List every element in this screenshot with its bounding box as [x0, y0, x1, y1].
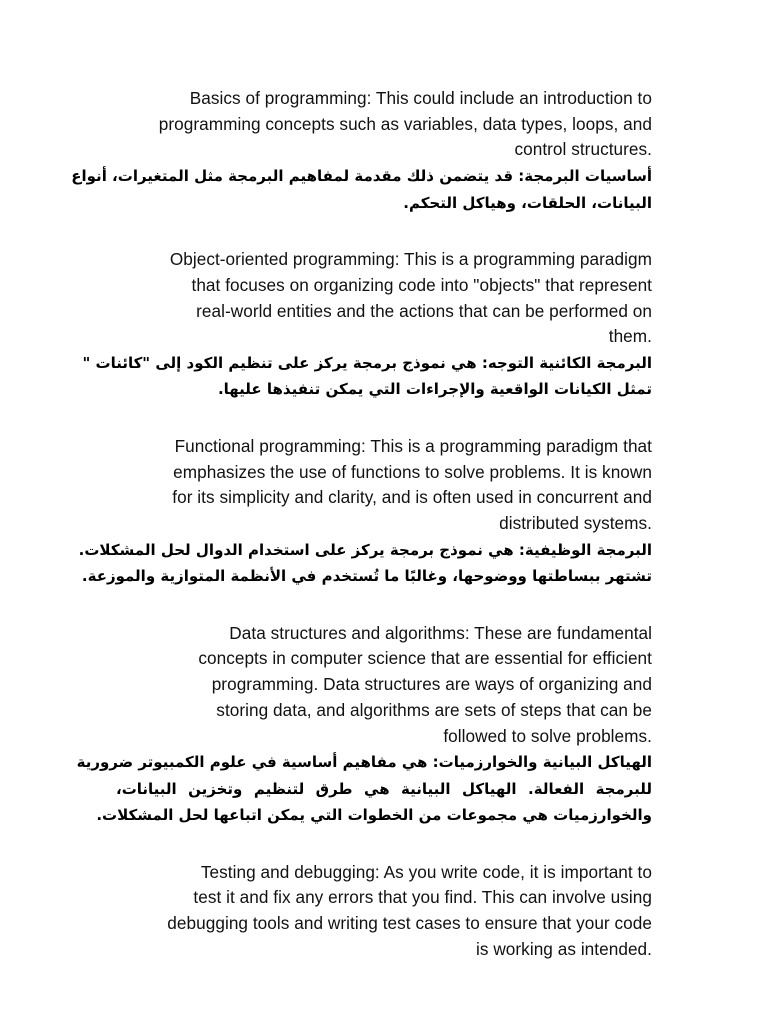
text-line: Basics of programming: This could include an introduction to	[189, 88, 652, 108]
text-line: البرمجة الوظيفية: هي نموذج برمجة يركز على استخدام الدوال لحل المشكلات.	[78, 540, 652, 559]
text-line: emphasizes the use of functions to solve problems. It is known	[173, 461, 652, 482]
text-line: الهياكل البيانية والخوارزميات: هي مفاهيم أساسية في علوم الكمبيوتر ضرورية	[76, 753, 652, 772]
text-line: programming concepts such as variables, data types, loops, and	[158, 113, 652, 134]
section-data-structures-and-algorithms	[76, 621, 652, 829]
document-page	[71, 86, 652, 963]
section-testing-and-debugging	[116, 860, 652, 963]
arabic-paragraph	[82, 350, 652, 403]
english-paragraph	[116, 86, 652, 163]
text-line: البرمجة الكائنية التوجه: هي نموذج برمجة يركز على تنظيم الكود إلى "كائنات "	[82, 353, 652, 372]
arabic-paragraph	[78, 537, 652, 590]
arabic-paragraph	[71, 163, 652, 216]
text-line: distributed systems.	[499, 513, 652, 534]
text-line: Object-oriented programming: This is a programming paradigm	[169, 249, 652, 270]
text-line: programming. Data structures are ways of organizing and	[211, 674, 652, 695]
text-line: control structures.	[514, 139, 652, 160]
text-line: them.	[608, 326, 652, 347]
english-paragraph	[116, 434, 652, 537]
text-line: تشتهر ببساطتها ووضوحها، وغالبًا ما تُستخدم في الأنظمة المتوازية والموزعة.	[81, 567, 652, 586]
english-paragraph	[116, 247, 652, 350]
text-line: for its simplicity and clarity, and is often used in concurrent and	[172, 487, 652, 508]
arabic-paragraph	[76, 749, 652, 829]
text-line: البيانات، الحلقات، وهياكل التحكم.	[403, 193, 652, 212]
paragraph-spacer	[116, 216, 652, 247]
text-line: والخوارزميات هي مجموعات من الخطوات التي يمكن اتباعها لحل المشكلات.	[96, 806, 652, 825]
paragraph-spacer	[116, 590, 652, 621]
text-line: is working as intended.	[476, 938, 652, 959]
text-line: تمثل الكيانات الواقعية والإجراءات التي يمكن تنفيذها عليها.	[217, 380, 652, 399]
text-line: storing data, and algorithms are sets of steps that can be	[216, 699, 652, 720]
english-paragraph	[116, 860, 652, 963]
text-line: debugging tools and writing test cases to ensure that your code	[167, 913, 652, 934]
text-line: للبرمجة الفعالة. الهياكل البيانية هي طرق لتنظيم وتخزين البيانات،	[116, 779, 652, 798]
text-line: real-world entities and the actions that can be performed on	[196, 300, 652, 321]
text-line: test it and fix any errors that you find. This can involve using	[193, 887, 652, 908]
text-line: Data structures and algorithms: These are fundamental	[229, 622, 652, 643]
section-basics-of-programming	[71, 86, 652, 216]
section-object-oriented-programming	[82, 247, 652, 403]
english-paragraph	[116, 621, 652, 750]
text-line: followed to solve problems.	[443, 725, 652, 746]
section-functional-programming	[78, 434, 652, 590]
text-line: أساسيات البرمجة: قد يتضمن ذلك مقدمة لمفاهيم البرمجة مثل المتغيرات، أنواع	[71, 167, 652, 186]
text-line: Testing and debugging: As you write code, it is important to	[200, 861, 652, 882]
text-line: that focuses on organizing code into "objects" that represent	[191, 274, 652, 295]
paragraph-spacer	[116, 829, 652, 860]
paragraph-spacer	[116, 403, 652, 434]
text-line: Functional programming: This is a programming paradigm that	[174, 435, 652, 456]
text-line: concepts in computer science that are essential for efficient	[198, 648, 652, 669]
